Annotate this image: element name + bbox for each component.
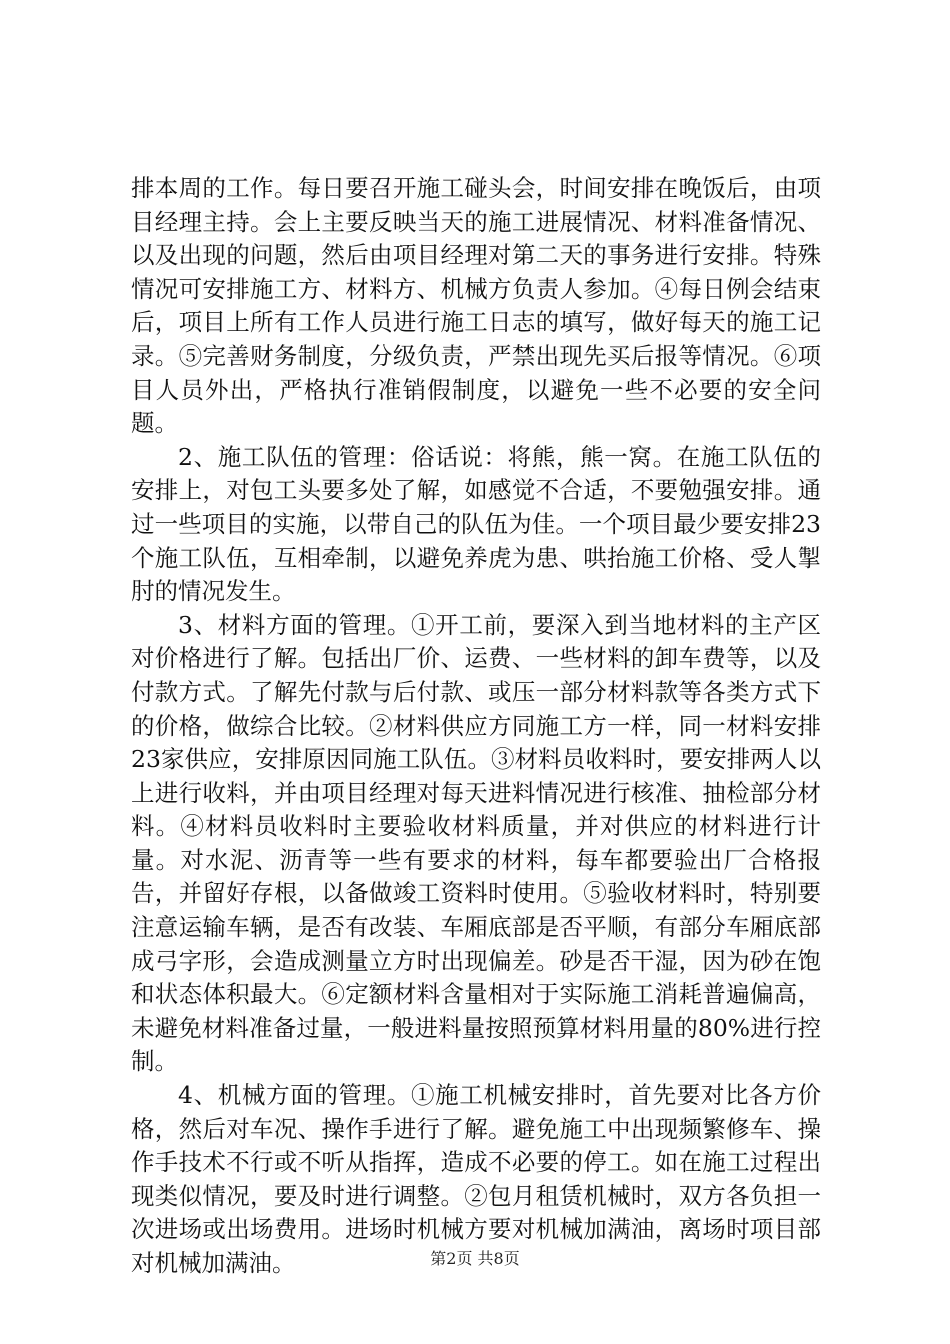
paragraph-4: 4、机械方面的管理。①施工机械安排时，首先要对比各方价格，然后对车况、操作手进行了解。避免施工中出现频繁修车、操作手技术不行或不听从指挥，造成不必要的停工。如在施工过程出现类似情况，要及时进行调整。②包月租赁机械时，双方各负担一次进场或出场费用。进场时机械方要对机械加满油，离场时项目部对机械加满油。 (131, 1081, 821, 1277)
paragraph-1: 排本周的工作。每日要召开施工碰头会，时间安排在晚饭后，由项目经理主持。会上主要反映当天的施工进展情况、材料准备情况、以及出现的问题，然后由项目经理对第二天的事务进行安排。特殊情况可安排施工方、材料方、机械方负责人参加。④每日例会结束后，项目上所有工作人员进行施工日志的填写，做好每天的施工记录。⑤完善财务制度，分级负责，严禁出现先买后报等情况。⑥项目人员外出，严格执行准销假制度，以避免一些不必要的安全问题。 (131, 174, 821, 438)
document-body (131, 172, 821, 1281)
paragraph-2: 2、施工队伍的管理：俗话说：将熊，熊一窝。在施工队伍的安排上，对包工头要多处了解，如感觉不合适，不要勉强安排。通过一些项目的实施，以带自己的队伍为佳。一个项目最少要安排23个施工队伍，互相牵制，以避免养虎为患、哄抬施工价格、受人掣肘的情况发生。 (131, 442, 821, 606)
page-footer: 第2页 共8页 (430, 1249, 520, 1268)
paragraph-3: 3、材料方面的管理。①开工前，要深入到当地材料的主产区对价格进行了解。包括出厂价、运费、一些材料的卸车费等，以及付款方式。了解先付款与后付款、或压一部分材料款等各类方式下的价格，做综合比较。②材料供应方同施工方一样，同一材料安排23家供应，安排原因同施工队伍。③材料员收料时，要安排两人以上进行收料，并由项目经理对每天进料情况进行核准、抽检部分材料。④材料员收料时主要验收材料质量，并对供应的材料进行计量。对水泥、沥青等一些有要求的材料，每车都要验出厂合格报告，并留好存根，以备做竣工资料时使用。⑤验收材料时，特别要注意运输车辆，是否有改装、车厢底部是否平顺，有部分车厢底部成弓字形，会造成测量立方时出现偏差。砂是否干湿，因为砂在饱和状态体积最大。⑥定额材料含量相对于实际施工消耗普遍偏高，未避免材料准备过量，一般进料量按照预算材料用量的80%进行控制。 (131, 610, 821, 1076)
